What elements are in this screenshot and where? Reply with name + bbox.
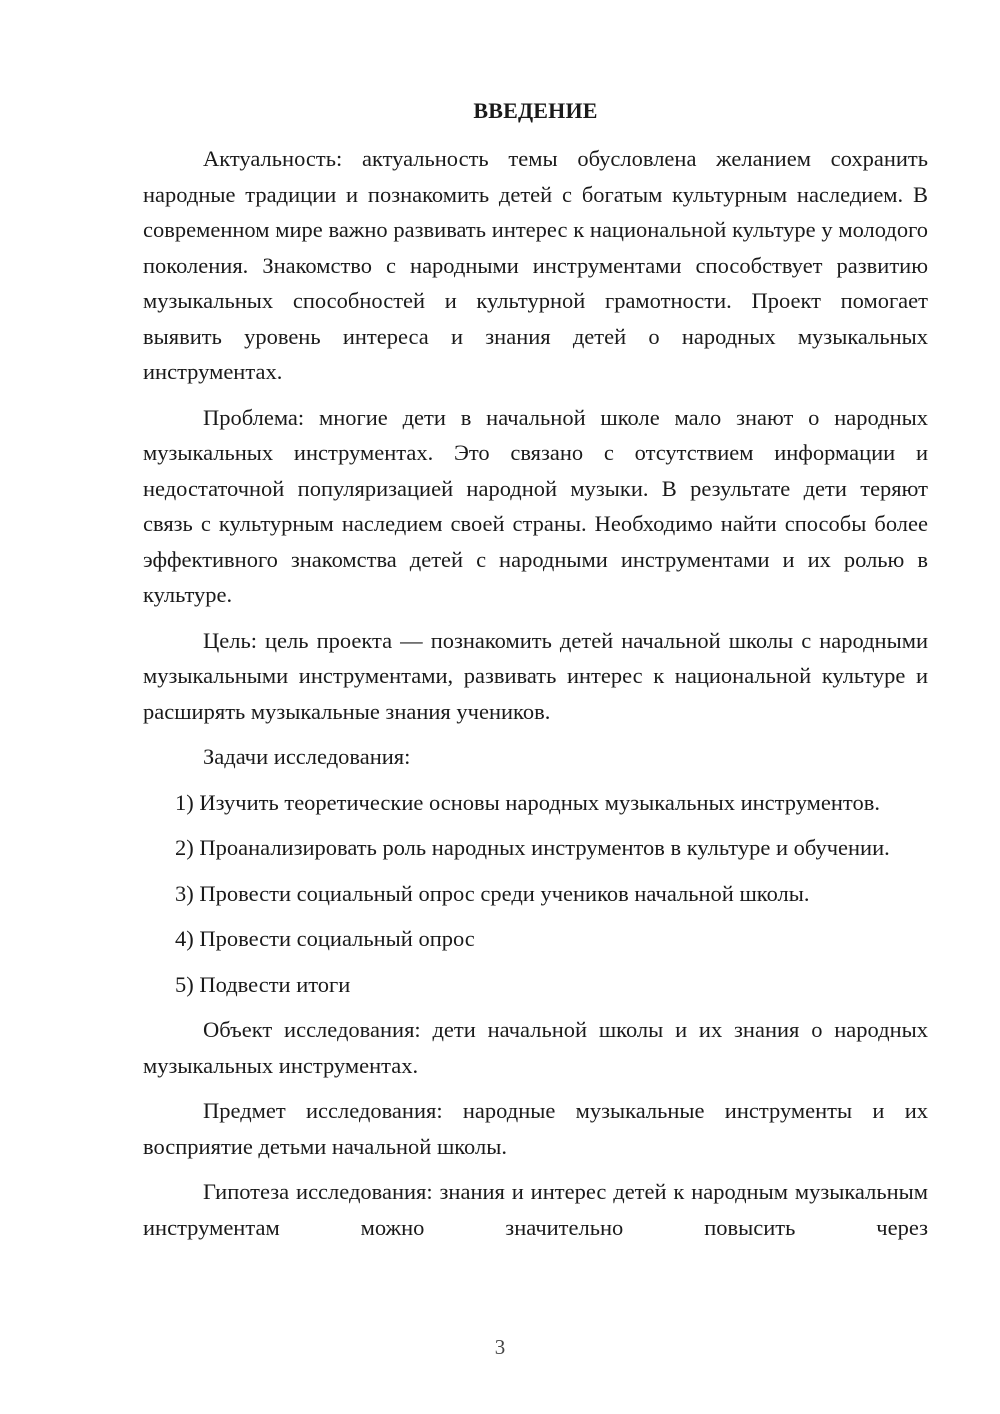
paragraph-object: Объект исследования: дети начальной школы и их знания о народных музыкальных инструментах. [143,1017,928,1078]
list-item-task-1: 1) Изучить теоретические основы народных музыкальных инструментов. [175,789,880,815]
paragraph-goal: Цель: цель проекта — познакомить детей начальной школы с народными музыкальными инструментами, развивать интерес к национальной культуре и расширять музыкальные знания учеников. [143,627,928,724]
paragraph-relevance: Актуальность: актуальность темы обусловлена желанием сохранить народные традиции и познакомить детей с богатым культурным наследием. В современном мире важно развивать интерес к национальной культуре у молодого поколения. Знакомство с народными инструментами способствует развитию музыкальных способностей и культурной грамотности. Проект помогает выявить уровень интереса и знания детей о народных музыкальных инструментах. [143,146,928,384]
document-body [143,141,928,1255]
list-item-task-4: 4) Провести социальный опрос [175,926,475,951]
list-item-task-3: 3) Провести социальный опрос среди учеников начальной школы. [175,880,810,906]
paragraph-hypothesis: Гипотеза исследования: знания и интерес детей к народным музыкальным инструментам можно значительно повысить через [143,1179,928,1240]
paragraph-subject: Предмет исследования: народные музыкальные инструменты и их восприятие детьми начальной школы. [143,1098,928,1159]
paragraph-problem: Проблема: многие дети в начальной школе мало знают о народных музыкальных инструментах. Это связано с отсутствием информации и недостаточной популяризацией народной музыки. В результате дети теряют связь с культурным наследием своей страны. Необходимо найти способы более эффективного знакомства детей с народными инструментами и их ролью в культуре. [143,404,928,607]
paragraph-tasks-heading: Задачи исследования: [203,744,411,769]
list-item-task-5: 5) Подвести итоги [175,971,351,997]
list-item-task-2: 2) Проанализировать роль народных инструментов в культуре и обучении. [175,835,890,860]
page-number: 3 [494,1335,506,1359]
section-title: ВВЕДЕНИЕ [473,98,598,123]
